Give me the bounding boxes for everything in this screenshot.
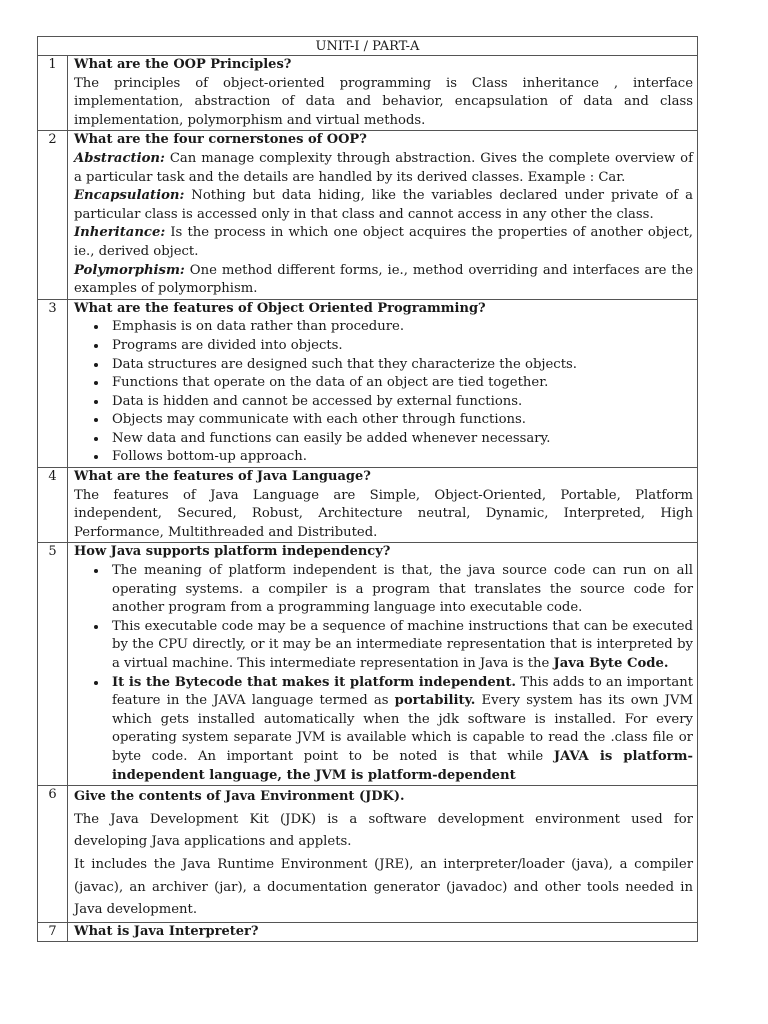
question: What are the features of Object Oriented Programming? — [74, 300, 486, 316]
question: What are the OOP Principles? — [74, 57, 292, 72]
cornerstone-inheritance — [74, 224, 693, 261]
list-item: • New data and functions can easily be added whenever necessary. — [108, 430, 693, 449]
table-row — [38, 56, 698, 131]
answer-paragraph: The Java Development Kit (JDK) is a software development environment used for developing Java applications and applets. — [74, 811, 693, 850]
row-number: 4 — [38, 468, 68, 543]
table-row — [38, 922, 698, 942]
row-content — [68, 131, 698, 299]
list-item-text: This executable code may be a sequence of machine instructions that can be executed by the CPU directly, or it may be an intermediate representation that is interpreted by a virtual machine. This intermediate representation in Java is the — [112, 618, 693, 671]
list-item-text: This adds to an important feature in the JAVA language termed as — [112, 674, 693, 709]
definition: Nothing but data hiding, like the variables declared under private of a particular class is accessed only in that class and cannot access in any other the class. — [74, 188, 693, 222]
answer-paragraph: It includes the Java Runtime Environment (JRE), an interpreter/loader (java), a compiler (javac), an archiver (jar), a documentation generator (javadoc) and other tools needed in Java development. — [74, 856, 693, 918]
answer: The principles of object-oriented programming is Class inheritance , interface implementation, abstraction of data and behavior, encapsulation of data and class implementation, polymorphism and virtual methods. — [74, 75, 693, 128]
row-number: 7 — [38, 922, 68, 942]
emphasis: Java Byte Code. — [553, 656, 669, 671]
list-item: • Programs are divided into objects. — [108, 337, 693, 356]
definition: One method different forms, ie., method overriding and interfaces are the examples of polymorphism. — [74, 262, 693, 297]
question: Give the contents of Java Environment (JDK). — [74, 789, 405, 805]
row-number: 2 — [38, 131, 68, 299]
qa-table — [37, 36, 698, 942]
table-header-row — [38, 37, 698, 56]
cornerstone-polymorphism — [74, 262, 693, 299]
term: Abstraction: — [74, 150, 165, 166]
list-item: • Functions that operate on the data of an object are tied together. — [108, 374, 693, 393]
answer: The features of Java Language are Simple, Object-Oriented, Portable, Platform independent, Secured, Robust, Architecture neutral, Dynamic, Interpreted, High Performance, Multithreaded and Distributed. — [74, 487, 693, 540]
term: Encapsulation: — [74, 188, 185, 204]
emphasis: portability. — [394, 693, 476, 709]
row-number: 3 — [38, 299, 68, 467]
list-item: • Objects may communicate with each other through functions. — [108, 411, 693, 430]
question: What are the four cornerstones of OOP? — [74, 132, 367, 148]
list-item-text: The meaning of platform independent is that, the java source code can run on all operating systems. a compiler is a program that translates the source code for another program from a programming language into executable code. — [112, 563, 693, 616]
question: How Java supports platform independency? — [74, 544, 391, 560]
list-item — [108, 618, 693, 674]
question: What are the features of Java Language? — [74, 469, 371, 485]
unit-title: UNIT-I / PART-A — [38, 37, 698, 56]
row-number: 6 — [38, 786, 68, 923]
term: Inheritance: — [74, 225, 166, 241]
feature-list — [74, 318, 693, 467]
row-content — [68, 299, 698, 467]
list-item-text: Every system has its own JVM which gets installed automatically when the jdk software is installed. For every operating system separate JVM is available which is capable to read the .class file or byte code. An important point to be noted is that while — [112, 693, 693, 764]
row-content — [68, 468, 698, 543]
definition: Is the process in which one object acquires the properties of another object, ie., derived object. — [74, 225, 693, 259]
list-item — [108, 674, 693, 786]
term: Polymorphism: — [74, 262, 185, 278]
qa-document — [37, 36, 698, 942]
emphasis: It is the Bytecode that makes it platform independent. — [112, 674, 517, 690]
list-item: • Data is hidden and cannot be accessed by external functions. — [108, 393, 693, 412]
definition: Can manage complexity through abstraction. Gives the complete overview of a particular task and the details are handled by its derived classes. Example : Car. — [74, 150, 693, 185]
row-content — [68, 922, 698, 942]
list-item: • Follows bottom-up approach. — [108, 448, 693, 467]
row-content — [68, 786, 698, 923]
table-row — [38, 131, 698, 299]
list-item: • Data structures are designed such that they characterize the objects. — [108, 356, 693, 375]
list-item: • Emphasis is on data rather than procedure. — [108, 318, 693, 337]
explanation-list — [74, 562, 693, 785]
table-row — [38, 299, 698, 467]
table-row — [38, 543, 698, 786]
emphasis: JAVA is platform-independent language, the JVM is platform-dependent — [112, 748, 693, 783]
table-row — [38, 468, 698, 543]
row-content — [68, 56, 698, 131]
question: What is Java Interpreter? — [74, 923, 259, 939]
cornerstone-encapsulation — [74, 187, 693, 224]
table-row — [38, 786, 698, 923]
row-number: 5 — [38, 543, 68, 786]
row-content — [68, 543, 698, 786]
list-item — [108, 562, 693, 618]
row-number: 1 — [38, 56, 68, 131]
cornerstone-abstraction — [74, 150, 693, 187]
